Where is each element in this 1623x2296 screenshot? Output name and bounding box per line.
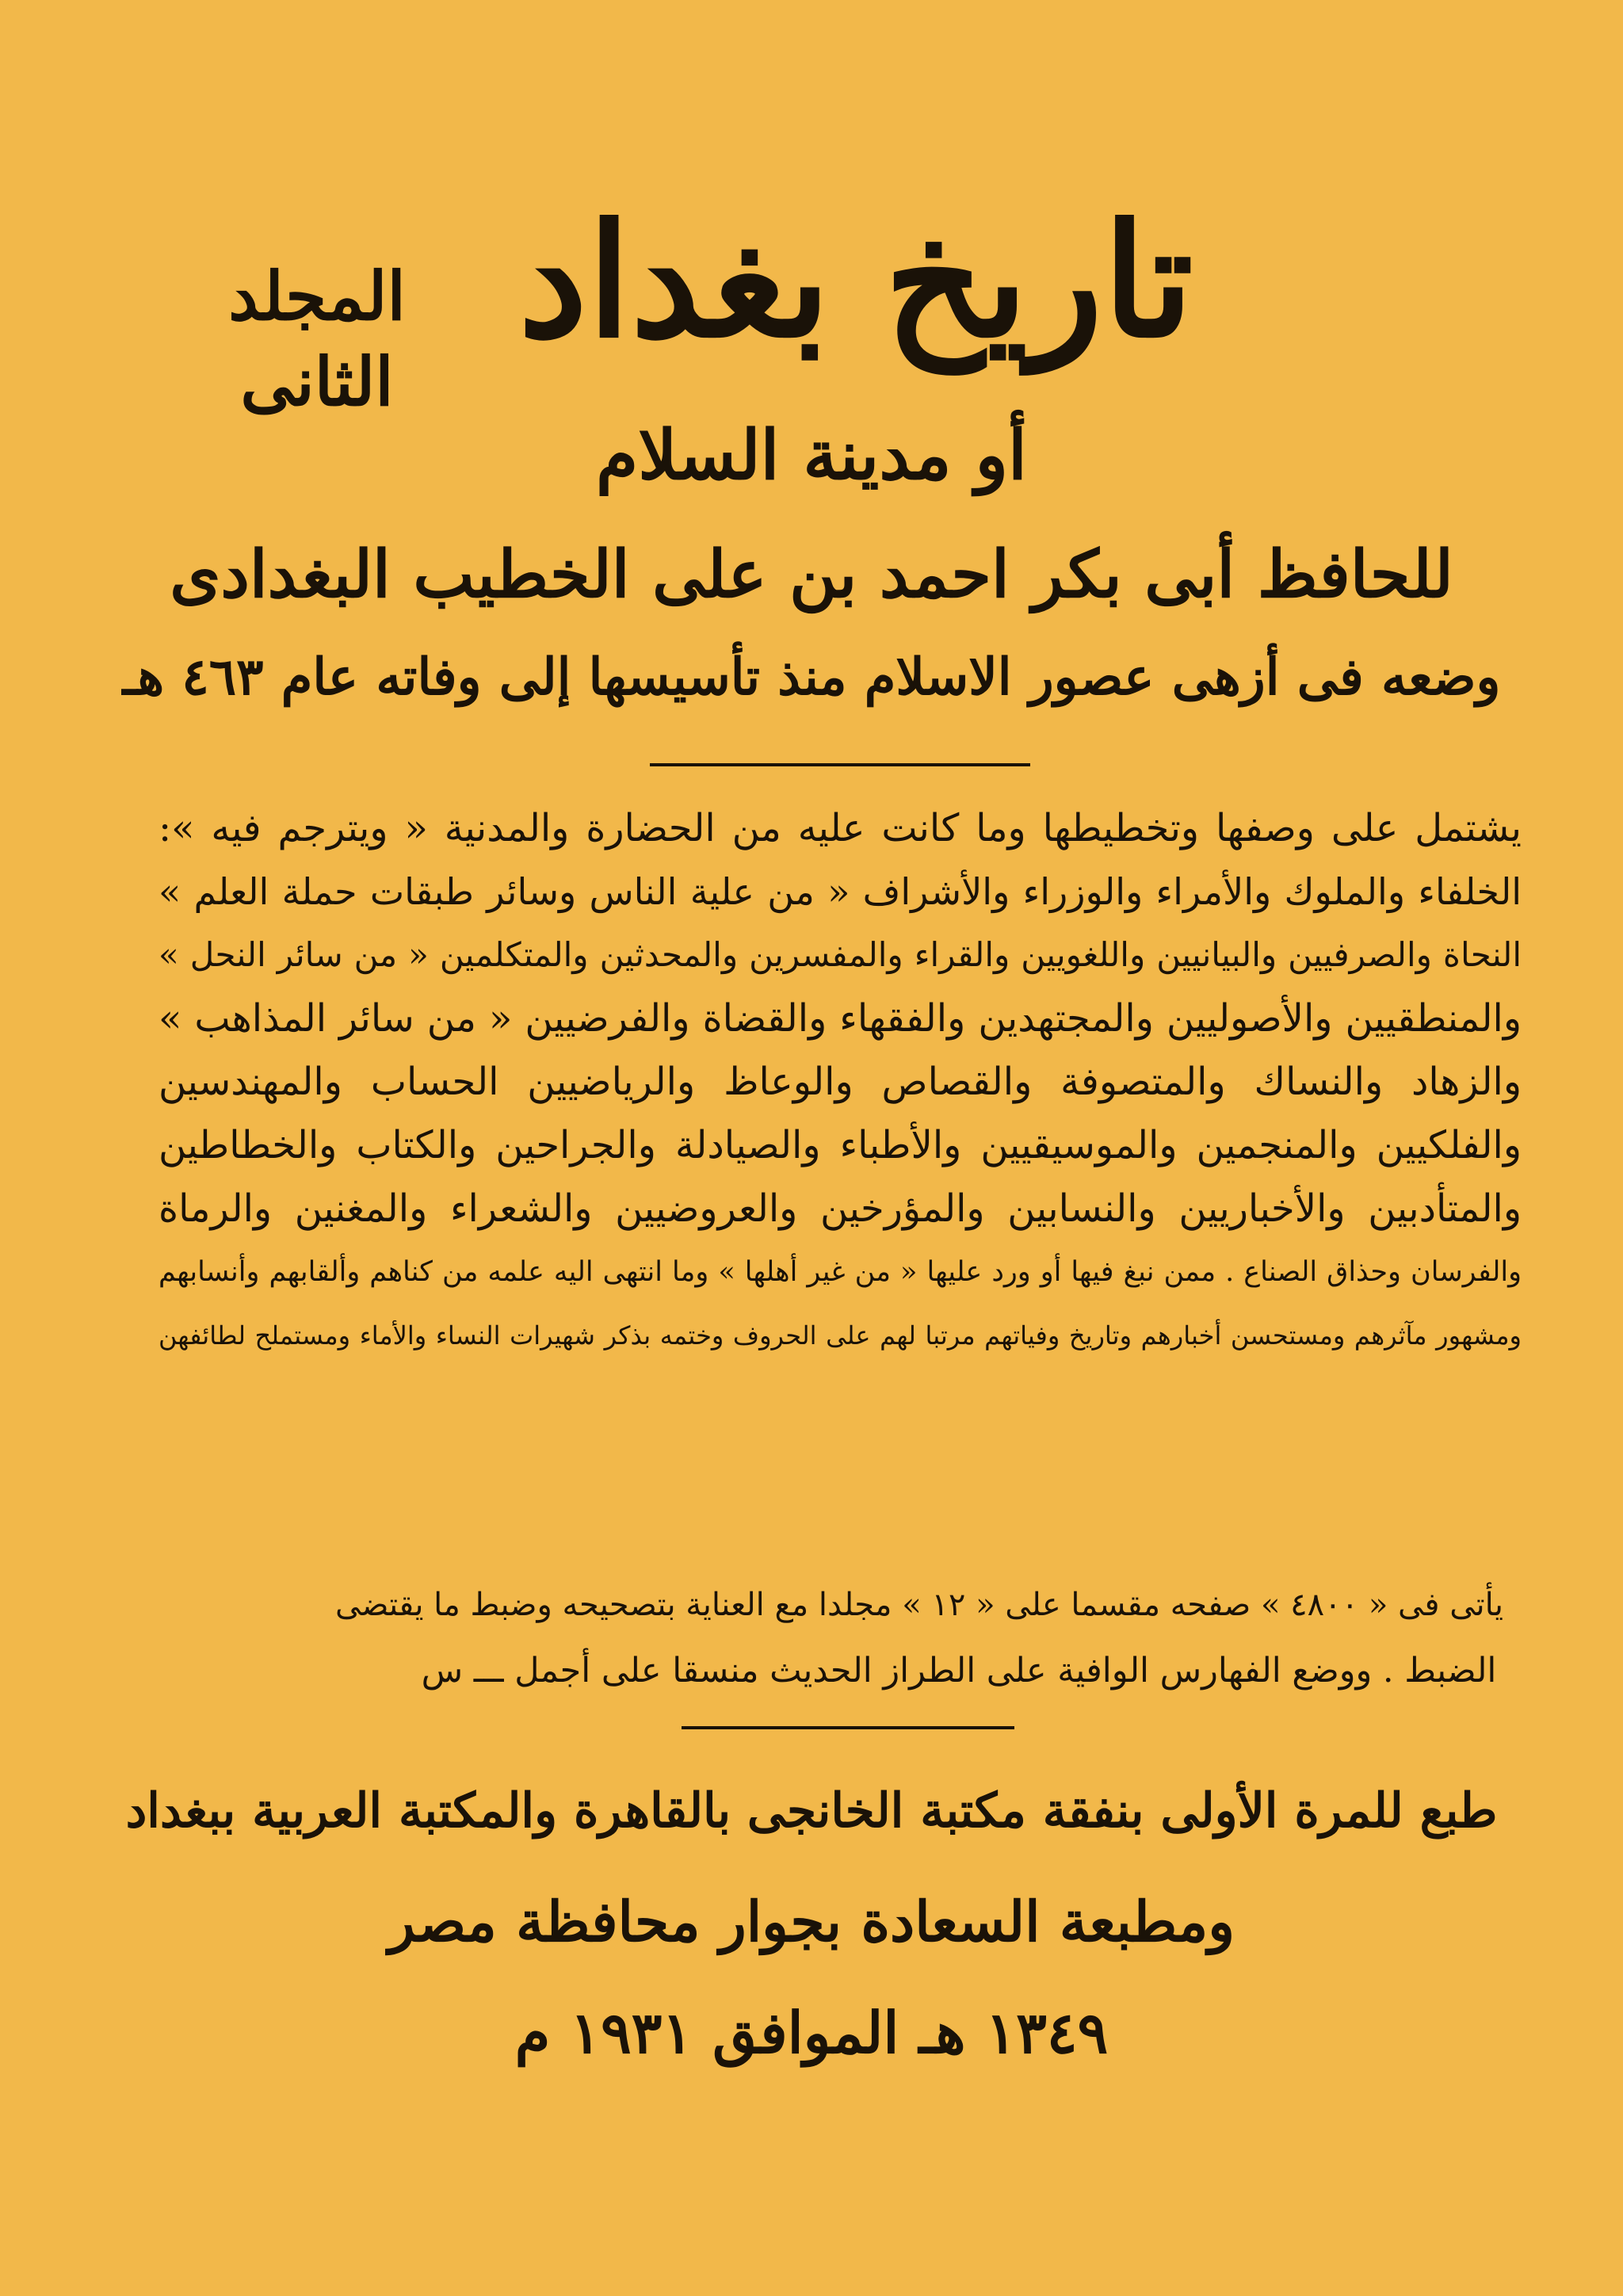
book-subtitle: أو مدينة السلام [596,415,1027,495]
description-line: الخلفاء والملوك والأمراء والوزراء والأشراف « من علية الناس وسائر طبقات حملة العلم » [158,870,1522,913]
description-block [158,797,1522,1367]
publisher-line1: طبع للمرة الأولى بنفقة مكتبة الخانجى بالقاهرة والمكتبة العربية ببغداد [125,1783,1498,1839]
description-line: والمتأدبين والأخباريين والنسابين والمؤرخين والعروضيين والشعراء والمغنين والرماة [158,1186,1522,1231]
divider-bottom [682,1726,1014,1729]
author-line: للحافظ أبى بكر احمد بن على الخطيب البغدادى [170,537,1453,613]
publisher-line2: ومطبعة السعادة بجوار محافظة مصر [388,1889,1235,1954]
volume-label [198,254,436,428]
description-line: ومشهور مآثرهم ومستحسن أخبارهم وتاريخ وفياتهم مرتبا لهم على الحروف وختمه بذكر شهيرات النساء والأماء ومستملح لطائفهن [158,1320,1522,1350]
description-line: والمنطقيين والأصوليين والمجتهدين والفقهاء والقضاة والفرضيين « من سائر المذاهب » [158,996,1522,1041]
description-line: والفلكيين والمنجمين والموسيقيين والأطباء والصيادلة والجراحين والكتاب والخطاطين [158,1123,1522,1167]
edition-note-line2: الضبط . ووضع الفهارس الوافية على الطراز الحديث منسقا على أجمل ـــ س [421,1651,1497,1690]
divider-top [650,763,1030,766]
description-line: والزهاد والنساك والمتصوفة والقصاص والوعاظ والرياضيين الحساب والمهندسين [158,1060,1522,1104]
description-line: والفرسان وحذاق الصناع . ممن نبغ فيها أو ورد عليها « من غير أهلها » وما انتهى اليه علمه من كناهم وألقابهم وأنسابهم [158,1256,1522,1288]
description-line: يشتمل على وصفها وتخطيطها وما كانت عليه من الحضارة والمدنية « ويترجم فيه »: [158,806,1522,850]
description-line: النحاة والصرفيين والبيانيين واللغويين والقراء والمفسرين والمحدثين والمتكلمين « من سائر النحل » [158,935,1522,974]
book-title: تاريخ بغداد [518,190,1193,372]
volume-label-line1: المجلد [228,257,406,335]
publication-date: ١٣٤٩ هـ الموافق ١٩٣١ م [514,1999,1109,2066]
edition-note-line1: يأتى فى « ٤٨٠٠ » صفحه مقسما على « ١٢ » مجلدا مع العناية بتصحيحه وضبط ما يقتضى [335,1587,1503,1623]
volume-label-line2: الثانى [240,342,394,421]
tagline: وضعه فى أزهى عصور الاسلام منذ تأسيسها إلى وفاته عام ٤٦٣ هـ [122,648,1501,707]
